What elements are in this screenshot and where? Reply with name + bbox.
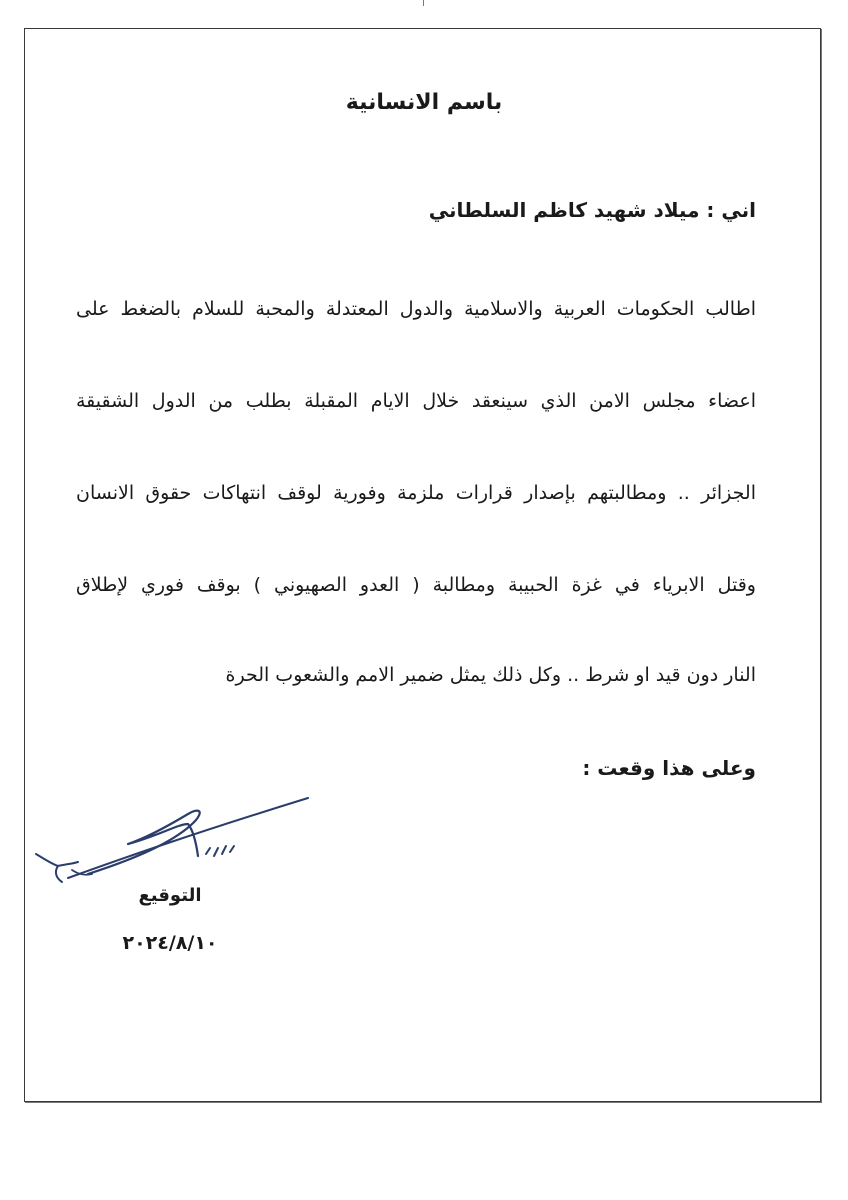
body-line-4: وقتل الابرياء في غزة الحبيبة ومطالبة ( العدو الصهيوني ) بوقف فوري لإطلاق <box>76 574 756 596</box>
signature-label: التوقيع <box>138 885 202 906</box>
document-heading: باسم الانسانية <box>345 90 503 115</box>
declarant-line: اني : ميلاد شهيد كاظم السلطاني <box>428 198 756 222</box>
closing-line: وعلى هذا وقعت : <box>582 756 756 780</box>
body-line-1: اطالب الحكومات العربية والاسلامية والدول المعتدلة والمحبة للسلام بالضغط على <box>76 298 756 320</box>
handwritten-signature <box>28 790 318 900</box>
body-line-5: النار دون قيد او شرط .. وكل ذلك يمثل ضمير الامم والشعوب الحرة <box>225 664 756 686</box>
signature-date: ٢٠٢٤/٨/١٠ <box>122 932 218 954</box>
body-line-3: الجزائر .. ومطالبتهم بإصدار قرارات ملزمة وفورية لوقف انتهاكات حقوق الانسان <box>76 482 756 504</box>
scan-mark <box>423 0 424 6</box>
body-line-2: اعضاء مجلس الامن الذي سينعقد خلال الايام المقبلة بطلب من الدول الشقيقة <box>76 390 756 412</box>
